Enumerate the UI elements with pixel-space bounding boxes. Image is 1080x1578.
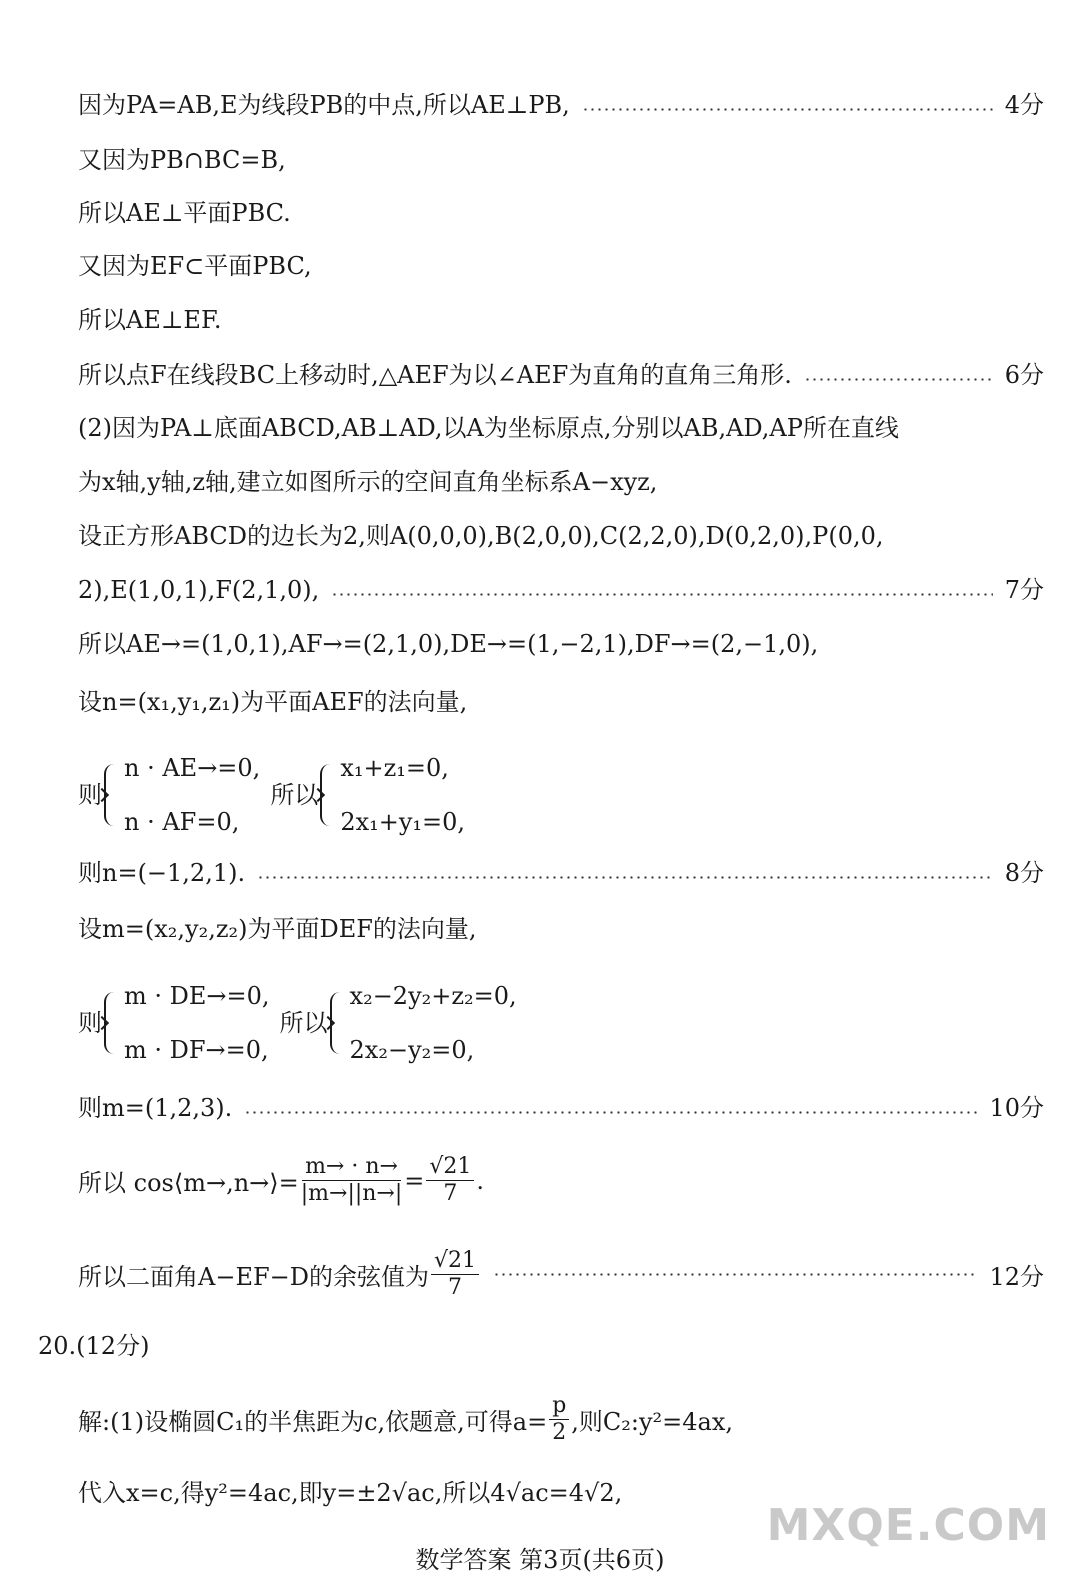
equation-system-1: 则 n · AE→=0, n · AF=0, 所以 x₁+z₁=0, 2x₁+y₁=0, [78, 754, 466, 836]
brace-icon [330, 992, 346, 1054]
q20-line-1: 解:(1)设椭圆C₁的半焦距为c,依题意,可得a= $\frac{p}{2}$ ,则C₂:y²=4ax, [78, 1393, 734, 1445]
score-8: 8分 [1004, 859, 1044, 887]
score-12: 12分 [989, 1263, 1044, 1291]
line-5: 所以AE⊥EF. [78, 306, 222, 334]
brace-icon [104, 764, 120, 826]
fraction-p-over-2: $\frac{p}{2}$ [549, 1393, 569, 1446]
line-6: 所以点F在线段BC上移动时,△AEF为以∠AEF为直角的直角三角形. 6分 [78, 361, 1044, 389]
line-4: 又因为EF⊂平面PBC, [78, 252, 312, 280]
line-9: 设正方形ABCD的边长为2,则A(0,0,0),B(2,0,0),C(2,2,0),D(0,2,0),P(0,0, [78, 522, 884, 550]
score-10: 10分 [989, 1094, 1044, 1122]
brace-icon [104, 992, 120, 1054]
fraction-dot-over-norms: $\frac{m\to \cdot n\to}{|m\to||n\to|}$ [300, 1154, 403, 1206]
line-15: 则m=(1,2,3). 10分 [78, 1094, 1044, 1122]
fraction-cosine-value: $\frac{√21}{7}$ [431, 1248, 479, 1301]
watermark: MXQE.COM [766, 1500, 1050, 1551]
line-3: 所以AE⊥平面PBC. [78, 199, 291, 227]
score-4: 4分 [1004, 91, 1044, 119]
final-answer-line: 所以二面角A−EF−D的余弦值为 $\frac{√21}{7}$ 12分 [78, 1248, 1044, 1300]
cosine-formula: 所以 cos⟨m→,n→⟩= $\frac{m\to \cdot n\to}{|m\to||n\to|}$ = $\frac{√21}{7}$ . [78, 1154, 485, 1206]
equation-system-2: 则 m · DE→=0, m · DF→=0, 所以 x₂−2y₂+z₂=0, 2x₂−y₂=0, [78, 982, 517, 1064]
line-14: 设m=(x₂,y₂,z₂)为平面DEF的法向量, [78, 915, 477, 943]
brace-icon [320, 764, 336, 826]
line-10: 2),E(1,0,1),F(2,1,0), 7分 [78, 576, 1044, 604]
question-20-heading: 20.(12分) [38, 1332, 150, 1360]
line-13: 则n=(−1,2,1). 8分 [78, 859, 1044, 887]
fraction-result: $\frac{√21}{7}$ [426, 1154, 474, 1207]
line-11: 所以AE→=(1,0,1),AF→=(2,1,0),DE→=(1,−2,1),DF→=(2,−1,0), [78, 630, 819, 658]
q20-line-2: 代入x=c,得y²=4ac,即y=±2√ac,所以4√ac=4√2, [78, 1479, 623, 1507]
line-8: 为x轴,y轴,z轴,建立如图所示的空间直角坐标系A−xyz, [78, 468, 658, 496]
score-6: 6分 [1004, 361, 1044, 389]
line-12: 设n=(x₁,y₁,z₁)为平面AEF的法向量, [78, 688, 468, 716]
line-1: 因为PA=AB,E为线段PB的中点,所以AE⊥PB, 4分 [78, 91, 1044, 119]
line-7: (2)因为PA⊥底面ABCD,AB⊥AD,以A为坐标原点,分别以AB,AD,AP所在直线 [78, 414, 899, 442]
page-footer: 数学答案 第3页(共6页) [415, 1546, 665, 1574]
score-7: 7分 [1004, 576, 1044, 604]
line-2: 又因为PB∩BC=B, [78, 146, 286, 174]
